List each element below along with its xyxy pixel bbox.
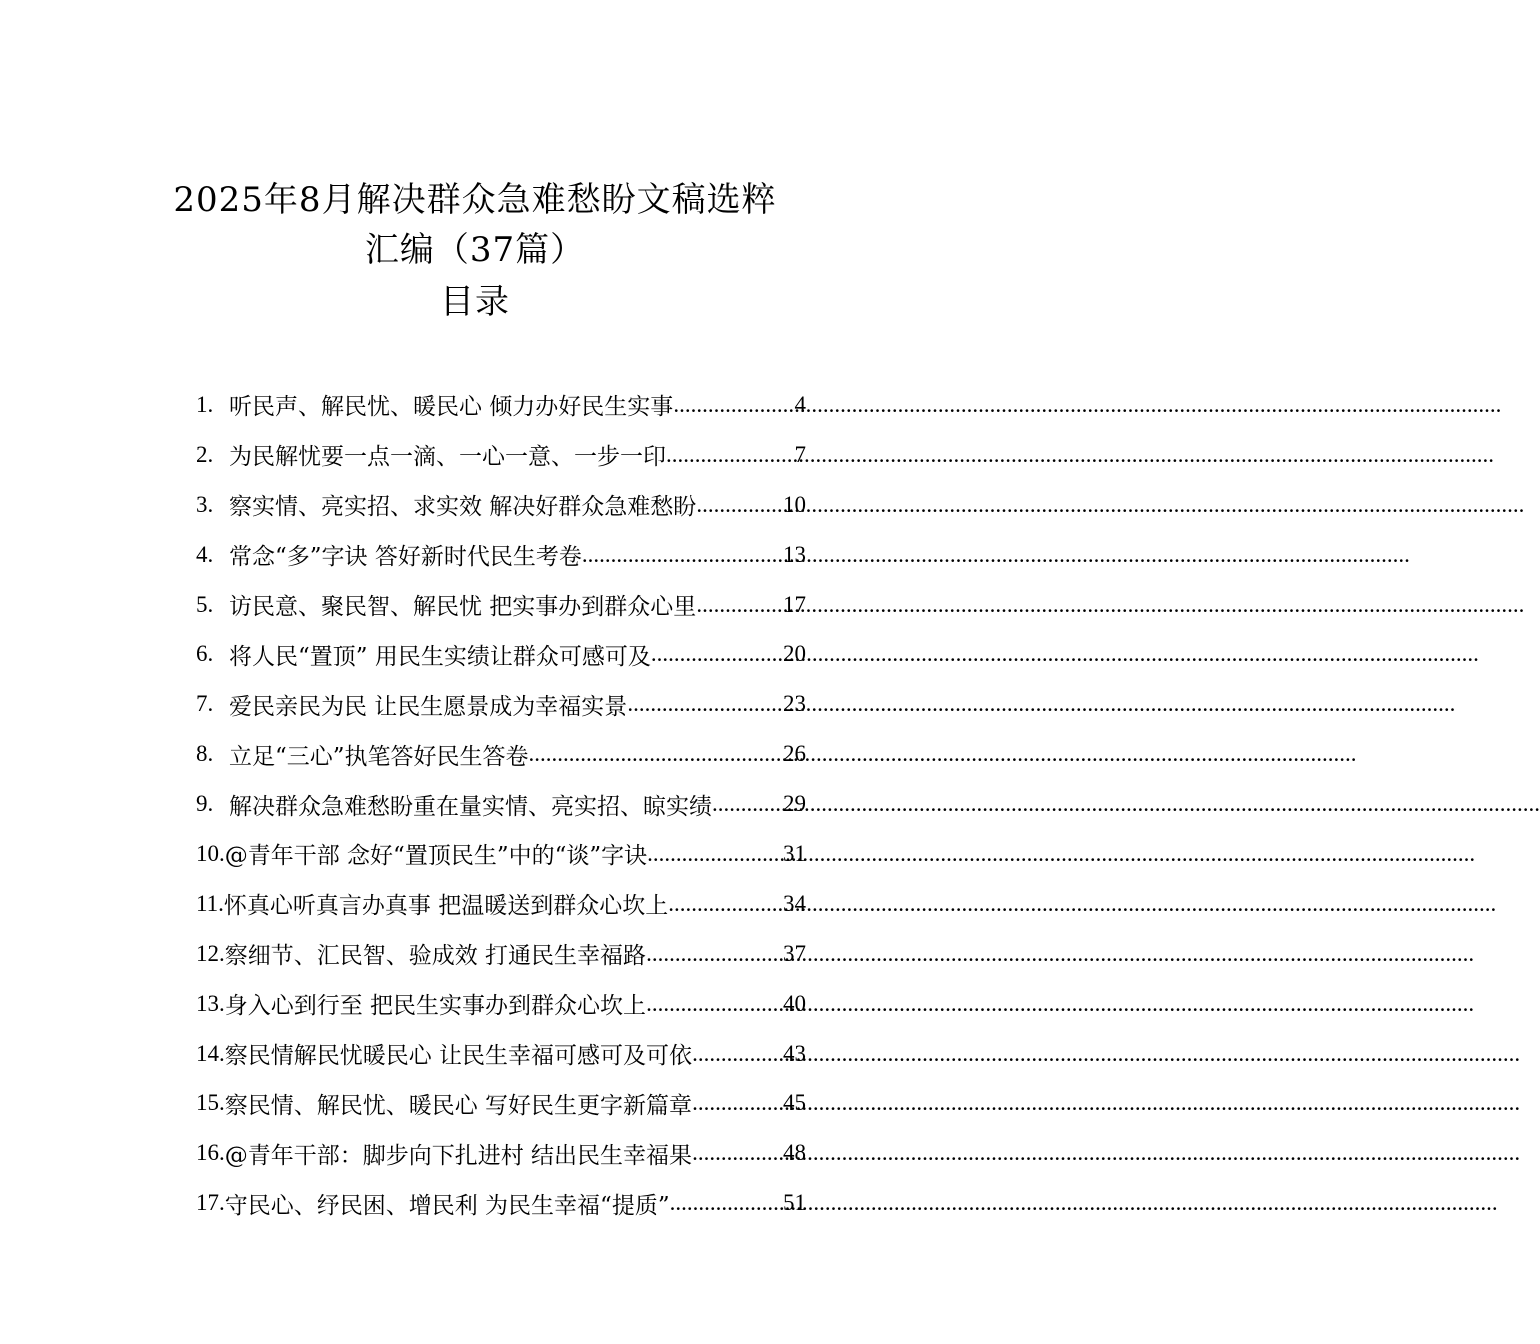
toc-entry-page-number: 20 — [783, 641, 806, 667]
toc-entry-title: 将人民“置顶” 用民生实绩让群众可感可及 — [229, 643, 651, 670]
table-of-contents — [196, 380, 806, 1228]
toc-entry[interactable] — [196, 779, 806, 829]
toc-entry-page-number: 26 — [783, 741, 806, 767]
toc-entry-page-number: 48 — [783, 1140, 806, 1166]
toc-entry-number: 10. — [196, 840, 225, 866]
toc-entry-page-number: 37 — [783, 940, 806, 966]
toc-entry-leader-dots — [651, 641, 783, 667]
toc-entry[interactable] — [196, 679, 806, 729]
toc-entry[interactable] — [196, 530, 806, 580]
toc-entry-page-number: 4 — [794, 391, 806, 417]
toc-entry[interactable] — [196, 729, 806, 779]
toc-entry-number: 16. — [196, 1140, 225, 1166]
toc-entry-title: 察民情、解民忧、暖民心 写好民生更字新篇章 — [224, 1092, 693, 1119]
toc-entry-number: 11. — [196, 890, 224, 916]
toc-entry-number: 14. — [196, 1040, 225, 1066]
toc-entry-number: 13. — [196, 990, 225, 1016]
toc-entry-number: 5. — [196, 591, 214, 617]
toc-entry-title: 访民意、聚民智、解民忧 把实事办到群众心里 — [229, 594, 697, 620]
toc-entry-leader-dots — [696, 492, 783, 518]
document-title-line-2: 汇编（37篇） — [364, 230, 586, 270]
toc-entry-page-number: 34 — [783, 890, 806, 916]
toc-entry-page-number: 10 — [783, 491, 806, 517]
toc-entry-page-number: 51 — [783, 1190, 806, 1216]
toc-entry[interactable] — [196, 1029, 806, 1079]
toc-entry-page-number: 7 — [794, 441, 806, 467]
toc-entry-title: 察细节、汇民智、验成效 打通民生幸福路 — [224, 943, 647, 970]
toc-entry-number: 6. — [196, 641, 214, 667]
toc-entry-title: 身入心到行至 把民生实事办到群众心坎上 — [224, 993, 647, 1020]
toc-entry-title: 立足“三心”执笔答好民生答卷 — [229, 743, 529, 770]
toc-entry-number: 15. — [196, 1090, 225, 1116]
toc-entry-page-number: 29 — [783, 791, 806, 817]
toc-entry-leader-dots — [692, 1041, 783, 1067]
toc-entry-leader-dots — [696, 592, 783, 618]
toc-entry[interactable] — [196, 1078, 806, 1128]
toc-entry[interactable] — [196, 380, 806, 430]
toc-entry-page-number: 13 — [783, 541, 806, 567]
toc-entry-leader-dots — [668, 891, 783, 917]
document-title-line-1: 2025年8月解决群众急难愁盼文稿选粹 — [173, 180, 777, 220]
toc-entry-leader-dots — [627, 691, 783, 717]
toc-entry-title: 爱民亲民为民 让民生愿景成为幸福实景 — [229, 693, 628, 720]
toc-entry-title: 察民情解民忧暖民心 让民生幸福可感可及可依 — [224, 1043, 693, 1070]
toc-entry[interactable] — [196, 629, 806, 679]
toc-entry-title: 为民解忧要一点一滴、一心一意、一步一印 — [229, 444, 666, 471]
toc-entry-leader-dots — [712, 791, 783, 817]
toc-entry-page-number: 31 — [783, 840, 806, 866]
toc-entry-title: 解决群众急难愁盼重在量实情、亮实招、晾实绩 — [229, 793, 712, 820]
toc-entry-title: 怀真心听真言办真事 把温暖送到群众心坎上 — [223, 893, 669, 920]
toc-entry-number: 3. — [196, 491, 214, 517]
toc-entry-leader-dots — [529, 741, 783, 767]
toc-entry-page-number: 40 — [783, 990, 806, 1016]
toc-entry-title: 常念“多”字诀 答好新时代民生考卷 — [229, 544, 582, 571]
toc-entry-number: 8. — [196, 741, 214, 767]
toc-entry[interactable] — [196, 979, 806, 1029]
toc-entry-leader-dots — [666, 442, 795, 468]
toc-entry-page-number: 45 — [783, 1090, 806, 1116]
toc-entry-number: 7. — [196, 691, 214, 717]
toc-entry[interactable] — [196, 1128, 806, 1178]
toc-entry-number: 1. — [196, 391, 214, 417]
toc-entry-leader-dots — [673, 392, 794, 418]
toc-entry-leader-dots — [692, 1090, 783, 1116]
toc-entry[interactable] — [196, 1178, 806, 1228]
toc-entry-page-number: 43 — [783, 1040, 806, 1066]
toc-entry-number: 17. — [196, 1190, 225, 1216]
toc-entry[interactable] — [196, 829, 806, 879]
toc-entry-title: 察实情、亮实招、求实效 解决好群众急难愁盼 — [229, 494, 697, 521]
toc-entry[interactable] — [196, 480, 806, 530]
toc-entry[interactable] — [196, 580, 806, 630]
toc-entry[interactable] — [196, 430, 806, 480]
toc-heading: 目录 — [440, 282, 510, 322]
toc-entry-title: @青年干部 念好“置顶民生”中的“谈”字诀 — [224, 843, 648, 870]
toc-entry-number: 2. — [196, 441, 214, 467]
toc-entry-title: @青年干部：脚步向下扎进村 结出民生幸福果 — [224, 1142, 693, 1169]
toc-entry-title: 听民声、解民忧、暖民心 倾力办好民生实事 — [229, 394, 674, 421]
toc-entry-leader-dots — [670, 1190, 783, 1216]
toc-entry-leader-dots — [646, 991, 783, 1017]
toc-entry-page-number: 23 — [783, 691, 806, 717]
toc-entry-number: 12. — [196, 940, 225, 966]
toc-entry-leader-dots — [646, 941, 783, 967]
toc-entry-leader-dots — [582, 542, 783, 568]
toc-entry-number: 9. — [196, 791, 214, 817]
toc-entry[interactable] — [196, 879, 806, 929]
toc-entry-number: 4. — [196, 541, 214, 567]
toc-entry-page-number: 17 — [783, 591, 806, 617]
toc-entry[interactable] — [196, 929, 806, 979]
toc-entry-leader-dots — [647, 841, 783, 867]
toc-entry-title: 守民心、纾民困、增民利 为民生幸福“提质” — [224, 1192, 670, 1219]
toc-entry-leader-dots — [692, 1140, 783, 1166]
